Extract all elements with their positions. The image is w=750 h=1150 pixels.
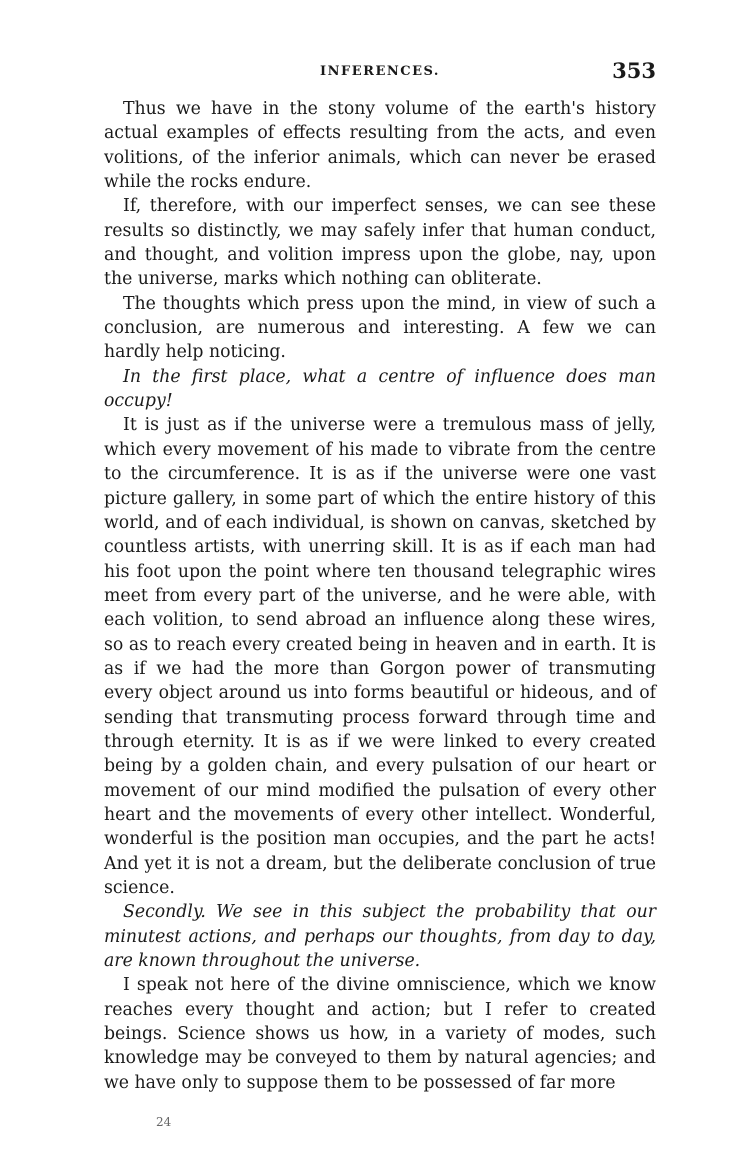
paragraph-2: If, therefore, with our imperfect senses, we can see these results so distinctly, we may safely infer that human conduct, and thought, and volition impress upon the globe, nay, upon the universe, marks which nothing can obliterate.	[104, 196, 656, 290]
italic-lead: Secondly.	[123, 902, 206, 923]
italic-heading: In the first place, what a centre of influence does man occupy!	[104, 366, 656, 412]
paragraph-7: I speak not here of the divine omniscience, which we know reaches every thought and action; but I refer to created beings. Science shows us how, in a variety of modes, such knowledge may be conveyed to them by natural agencies; and we have only to suppose them to be possessed of far more	[104, 975, 656, 1093]
running-head: INFERENCES.	[320, 64, 440, 79]
body-text	[104, 97, 656, 1095]
paragraph-5: It is just as if the universe were a tremulous mass of jelly, which every movement of his made to vibrate from the centre to the circumference. It is as if the universe were one vast picture gallery, in some part of which the entire history of this world, and of each individual, is shown on canvas, sketched by countless artists, with unerring skill. It is as if each man had his foot upon the point where ten thousand telegraphic wires meet from every part of the universe, and he were able, with each volition, to send abroad an influence along these wires, so as to reach every created being in heaven and in earth. It is as if we had the more than Gorgon power of transmuting every object around us into forms beautiful or hideous, and of sending that transmuting process forward through time and through eternity. It is as if we were linked to every created being by a golden chain, and every pulsation of our heart or movement of our mind modified the pulsation of every other heart and the movements of every other intellect. Wonderful, wonderful is the position man occupies, and the part he acts! And yet it is not a dream, but the deliberate conclusion of true science.	[104, 415, 656, 898]
page-header	[104, 58, 656, 92]
page-number: 353	[612, 58, 656, 83]
paragraph-3: The thoughts which press upon the mind, in view of such a conclusion, are numerous and interesting. A few we can hardly help noticing.	[104, 293, 656, 363]
paragraph-1: Thus we have in the stony volume of the earth's history actual examples of effects resulting from the acts, and even volitions, of the inferior animals, which can never be erased while the rocks endure.	[104, 99, 656, 193]
paragraph-4-italic	[104, 365, 656, 414]
signature-mark: 24	[156, 1115, 172, 1129]
paragraph-6-italic	[104, 900, 656, 973]
italic-sentence: We see in this subject the probability that our minutest actions, and perhaps our thoughts, from day to day, are known throughout the universe.	[104, 902, 656, 972]
